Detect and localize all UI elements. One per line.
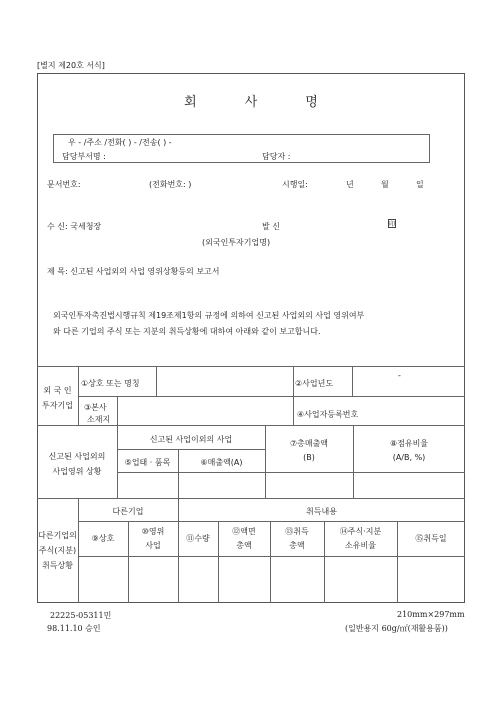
share-acquisition-label: 다른기업의	[38, 531, 77, 540]
year-label: 년	[346, 180, 354, 189]
other-business-header: 신고된 사업이외의 사업	[149, 435, 233, 444]
contact-person-label: 담당자 :	[262, 152, 291, 161]
col-ownership-ratio: ⑭주식·지분	[339, 527, 382, 536]
recipient-label: 수 신: 국세청장	[47, 222, 102, 231]
foreign-company-label: 외 국 인	[43, 386, 72, 395]
phone-number-label: (전화번호: )	[149, 180, 192, 189]
address-line: 우 - /주소 /전화( ) - /전송( ) -	[68, 138, 172, 147]
col-company-name: ⑨상호	[91, 534, 115, 543]
sender-label: 발 신	[262, 222, 280, 231]
head-office-header: 소재지	[87, 415, 111, 424]
paper-size: 210mm×297mm	[397, 610, 465, 619]
col-quantity: ⑪수량	[186, 534, 210, 543]
foreign-company-label: 투자기업	[42, 401, 73, 410]
body-line: 와 다른 기업의 주식 또는 지분의 취득상황에 대하여 아래와 같이 보고합니다.	[53, 327, 321, 336]
head-office-header: ③본사	[84, 403, 107, 412]
col-business: ⑩영위	[141, 527, 165, 536]
col-acquisition-total: 총액	[289, 541, 305, 550]
col-par-value: ⑫액면	[232, 527, 256, 536]
seal-mark: 印	[389, 221, 396, 228]
col-par-value: 총액	[236, 541, 252, 550]
company-name-title	[37, 91, 465, 110]
business-type-header: ⑤업태 · 품목	[124, 458, 171, 467]
title-char: 명	[305, 95, 318, 110]
title-char: 회	[184, 95, 197, 110]
total-sales-header: (B)	[303, 453, 315, 462]
department-label: 담당부서명 :	[62, 152, 106, 161]
share-acquisition-label: 주식(지분)	[38, 546, 77, 555]
col-acquisition-date: ⑮취득일	[415, 534, 447, 543]
paper-type: (일반용지 60g/㎡(재활용품))	[345, 624, 448, 633]
col-business: 사업	[145, 541, 161, 550]
share-acquisition-label: 취득상황	[42, 561, 73, 570]
fiscal-year-header: ②사업년도	[295, 379, 334, 388]
issue-date-label: 시행일:	[282, 180, 308, 189]
doc-number-label: 문서번호:	[47, 180, 81, 189]
sales-header: ⑥매출액(A)	[200, 458, 243, 467]
col-ownership-ratio: 소유비율	[345, 541, 376, 550]
sender-company-label: (외국인투자기업명)	[202, 238, 271, 247]
business-status-label: 신고된 사업외의	[48, 452, 106, 461]
month-label: 월	[381, 180, 389, 189]
share-ratio-header: (A/B, %)	[392, 453, 426, 462]
total-sales-header: ⑦총매출액	[289, 439, 329, 448]
business-status-label: 사업영위 상황	[52, 467, 102, 476]
day-label: 일	[416, 180, 424, 189]
form-code: 22225-05311민	[50, 611, 112, 620]
business-reg-no-header: ④사업자등록번호	[297, 410, 359, 419]
col-acquisition-total: ⑬취득	[285, 527, 309, 536]
company-name-header: ①상호 또는 명칭	[81, 379, 140, 388]
fiscal-year-dash: -	[398, 371, 401, 380]
other-company-header: 다른기업	[112, 507, 144, 516]
form-label: [별지 제20호 서식]	[37, 61, 105, 70]
acquisition-header: 취득내용	[306, 507, 337, 516]
title-char: 사	[244, 95, 258, 110]
body-line: 외국인투자촉진법시행규칙 제19조제1항의 규정에 의하여 신고된 사업외의 사업 영위여부	[53, 311, 365, 320]
share-ratio-header: ⑧점유비율	[389, 439, 429, 448]
approval-date: 98.11.10 승인	[47, 624, 101, 633]
subject-line: 제 목: 신고된 사업외의 사업 영위상황등의 보고서	[47, 267, 220, 276]
